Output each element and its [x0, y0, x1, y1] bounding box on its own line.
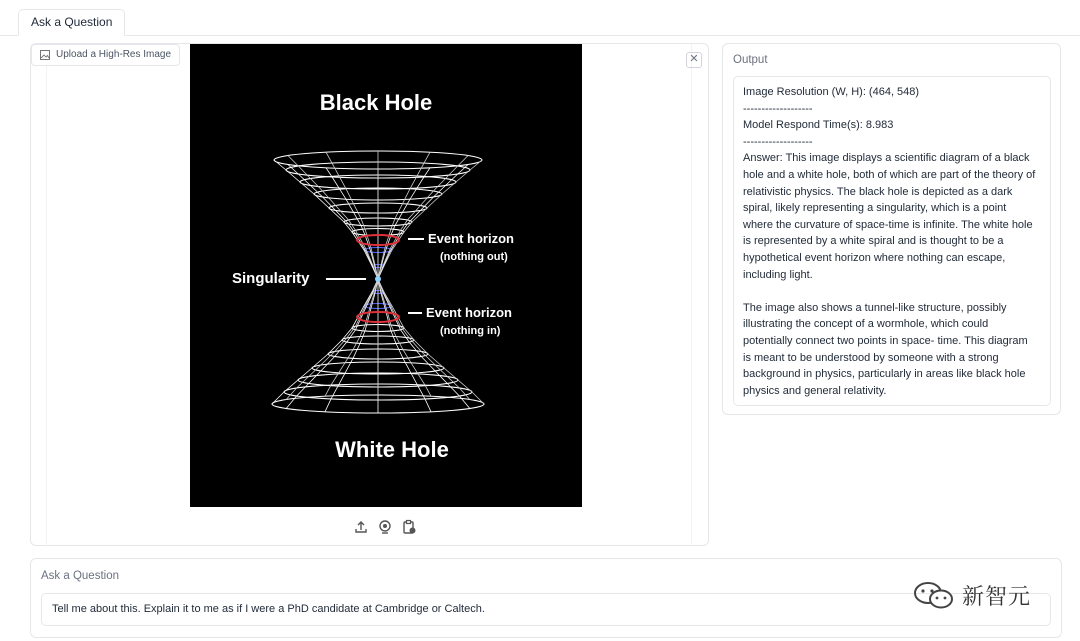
- clipboard-icon[interactable]: [401, 519, 417, 535]
- output-line: -------------------: [743, 102, 813, 115]
- output-line: spiral, likely representing a singularity, which is a point: [743, 202, 1007, 215]
- tab-ask-a-question[interactable]: Ask a Question: [18, 9, 125, 36]
- output-line: background in physics, particularly in areas like black hole: [743, 368, 1026, 381]
- output-line: physics and general relativity.: [743, 384, 887, 397]
- wechat-logo-icon: [912, 580, 956, 610]
- image-title-black-hole: Black Hole: [319, 90, 433, 115]
- image-frame: [46, 44, 692, 546]
- webcam-icon[interactable]: [377, 519, 393, 535]
- image-icon: [40, 50, 50, 60]
- tab-bar: [0, 0, 1080, 36]
- watermark-text: 新智元: [962, 584, 1032, 610]
- event-horizon-bottom-sublabel: (nothing in): [440, 325, 501, 337]
- output-line: -------------------: [743, 135, 813, 148]
- output-line: where the curvature of space-time is infinite. The white hole: [743, 218, 1033, 231]
- clear-image-button[interactable]: [686, 52, 702, 68]
- upload-image-label-text: Upload a High-Res Image: [56, 49, 172, 60]
- event-horizon-top-sublabel: (nothing out): [440, 251, 508, 263]
- output-line: including light.: [743, 268, 813, 281]
- singularity-label: Singularity: [232, 270, 310, 287]
- output-line: hole and a white hole, both of which are part of the theory of: [743, 168, 1036, 181]
- output-line: Answer: This image displays a scientific diagram of a black: [743, 152, 1030, 165]
- output-line: potentially connect two points in space- time. This diagram: [743, 334, 1028, 347]
- question-panel: [30, 558, 1062, 638]
- output-label: Output: [733, 54, 768, 66]
- upload-image-label: [31, 44, 180, 66]
- output-line: Model Respond Time(s): 8.983: [743, 119, 894, 132]
- question-label: Ask a Question: [41, 570, 119, 582]
- image-source-toolbar: [353, 519, 423, 537]
- image-input-panel: [30, 43, 709, 546]
- black-hole-diagram: [190, 44, 582, 507]
- uploaded-image: [190, 44, 582, 507]
- output-line: [743, 283, 1041, 300]
- image-title-white-hole: White Hole: [335, 437, 449, 462]
- output-line: is meant to be understood by someone with a strong: [743, 351, 999, 364]
- close-icon: ✕: [689, 53, 699, 65]
- output-line: hypothetical event horizon where nothing can escape,: [743, 251, 1006, 264]
- event-horizon-top-label: Event horizon: [428, 231, 514, 246]
- tab-bar-divider: [0, 35, 1080, 36]
- output-line: Image Resolution (W, H): (464, 548): [743, 86, 920, 98]
- output-line: The image also shows a tunnel-like structure, possibly: [743, 301, 1007, 314]
- event-horizon-bottom-label: Event horizon: [426, 305, 512, 320]
- output-textbox[interactable]: [733, 76, 1051, 406]
- singularity-point: [375, 276, 381, 282]
- output-panel: [722, 43, 1061, 415]
- output-line: is represented by a white spiral and is thought to be a: [743, 235, 1004, 248]
- output-line: relativistic physics. The black hole is depicted as a dark: [743, 185, 1013, 198]
- output-line: illustrating the concept of a wormhole, which could: [743, 318, 989, 331]
- question-input[interactable]: Tell me about this. Explain it to me as if I were a PhD candidate at Cambridge or Caltech.: [41, 593, 1051, 626]
- upload-icon[interactable]: [353, 519, 369, 535]
- watermark: [912, 578, 1031, 612]
